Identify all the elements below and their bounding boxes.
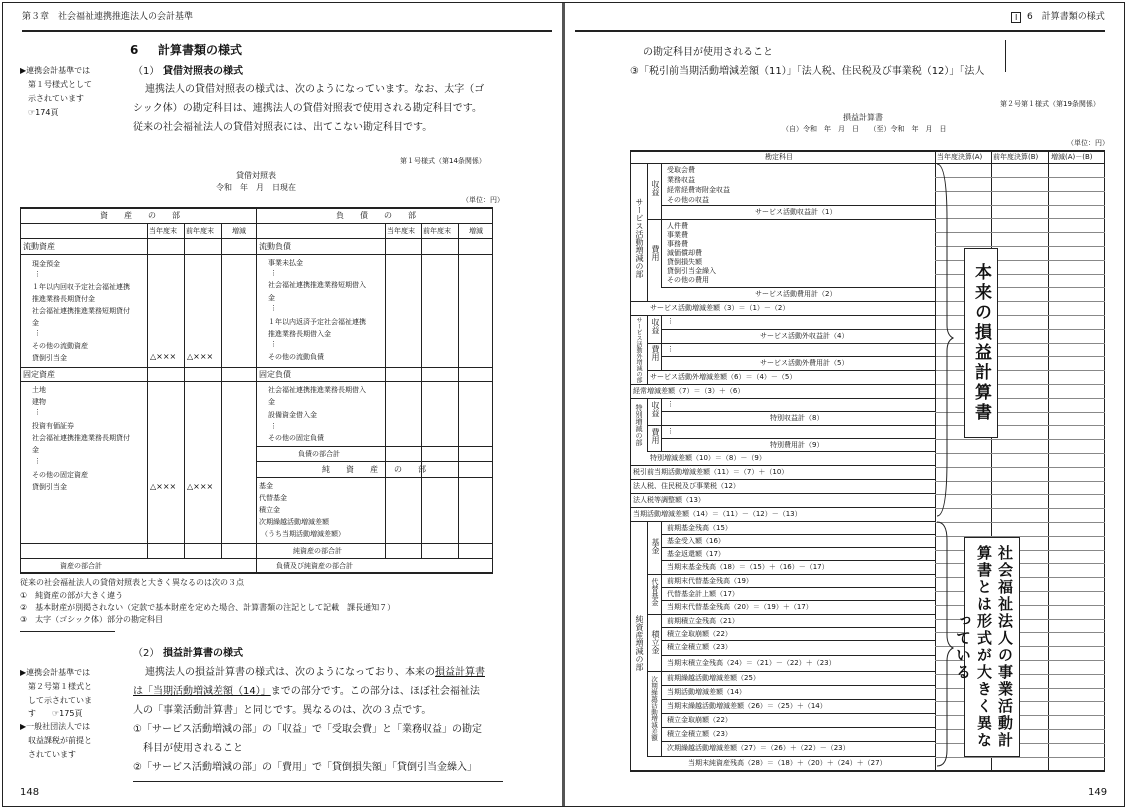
row-line <box>630 301 936 302</box>
value-grid-line <box>935 412 1105 413</box>
bs-item: 積立金 <box>259 506 280 514</box>
pl-item: 前期繰越活動増減差額（25） <box>667 674 760 682</box>
subsection-1-title: 貸借対照表の様式 <box>163 66 243 77</box>
book-gutter <box>562 3 565 806</box>
ellipsis: ⋮ <box>667 345 674 353</box>
table-row-line <box>256 446 493 447</box>
bs-value: △××× <box>150 482 177 491</box>
body-paragraph-line: シック体）の勘定科目は、連携法人の貸借対照表で使用される勘定科目です。 <box>133 103 482 114</box>
value-grid-line <box>935 577 1105 578</box>
bs-item: ⋮ <box>34 408 41 416</box>
section-column-line <box>647 315 648 385</box>
pl-total-line: 当期活動増減差額（14）＝（11）－（12）－（13） <box>633 510 802 518</box>
body-paragraph-line: 人の「事業活動計算書」と同じです。異なるのは、次の３点です。 <box>133 705 432 716</box>
column-header: 当年度末 <box>387 227 415 235</box>
pl-difference: 経常増減差額（7）＝（3）＋（6） <box>633 387 745 395</box>
pl-item: その他の費用 <box>667 276 709 284</box>
table-column-line <box>1048 150 1049 771</box>
bs-value: △××× <box>187 352 214 361</box>
pl-item: 積立金積立額（23） <box>667 730 732 738</box>
sidenote-line: 示されています <box>28 94 84 103</box>
header-mark-icon: Ⅰ <box>1011 12 1021 23</box>
bs-item: その他の固定負債 <box>268 434 324 442</box>
body-list-item: ①「サービス活動増減の部」の「収益」で「受取会費」と「業務収益」の勘定 <box>133 724 482 735</box>
pl-item: 当期末繰越活動増減差額（26）＝（25）＋（14） <box>667 702 827 710</box>
bs-item: 社会福祉連携推進業務長期借入 <box>268 386 366 394</box>
note-item: ① 純資産の部が大きく違う <box>20 591 124 600</box>
body-paragraph-line: 連携法人の貸借対照表の様式は、次のようになっています。なお、太字（ゴ <box>145 84 485 95</box>
pl-item: 積立金積立額（23） <box>667 643 732 651</box>
section-label-net-assets: 純資産増減の部 <box>635 615 644 671</box>
table-column-line <box>458 223 459 559</box>
row-line <box>630 384 936 385</box>
value-grid-line <box>935 287 1105 288</box>
table-row-line <box>20 254 493 255</box>
notes-title: 従来の社会福祉法人の貸借対照表と大きく異なるのは次の３点 <box>20 578 244 587</box>
ellipsis: ⋮ <box>667 427 674 435</box>
row-line <box>661 727 936 728</box>
value-grid-line <box>935 329 1105 330</box>
table-column-line <box>385 223 386 559</box>
balance-sheet-date: 令和 年 月 日現在 <box>216 183 296 192</box>
row-line <box>661 713 936 714</box>
sidenote-line: 第１号様式として <box>28 80 92 89</box>
section-label-nonservice: サービス活動外増減の部 <box>635 317 642 383</box>
bs-item: ⋮ <box>34 270 41 278</box>
bs-item: 基金 <box>259 482 273 490</box>
value-grid-line <box>935 177 1105 178</box>
pl-item: 減価償却費 <box>667 249 702 257</box>
fixed-liabilities-heading: 固定負債 <box>259 370 291 379</box>
bs-item: 金 <box>268 398 275 406</box>
bs-item: 現金預金 <box>32 260 60 268</box>
table-column-line <box>421 223 422 559</box>
pl-item: 貸倒引当金繰入 <box>667 267 716 275</box>
subsection-label-expense: 費用 <box>651 428 660 444</box>
section-label-special: 特別増減の部 <box>635 404 643 446</box>
row-line <box>661 655 936 656</box>
fixed-assets-heading: 固定資産 <box>23 370 55 379</box>
bs-item: ⋮ <box>270 269 277 277</box>
table-column-line <box>184 223 185 559</box>
value-grid-line <box>935 246 1105 247</box>
pl-difference: 特別増減差額（10）＝（8）－（9） <box>650 454 766 462</box>
chapter-header: 第３章 社会福祉連携推進法人の会計基準 <box>22 12 194 22</box>
pl-item: 次期繰越活動増減差額（27）＝（26）＋（22）－（23） <box>667 744 850 752</box>
pl-item: 業務収益 <box>667 176 695 184</box>
table-row-line <box>20 238 493 239</box>
pl-item: 当期末積立金残高（24）＝（21）－（22）＋（23） <box>667 659 836 667</box>
row-line <box>647 370 936 371</box>
bs-item: その他の流動資産 <box>32 342 88 350</box>
bs-item: 代替基金 <box>259 494 287 502</box>
body-text-underlined: は「当期活動増減差額（14）」 <box>133 686 271 697</box>
table-border-left <box>20 207 21 573</box>
bs-item: その他の固定資産 <box>32 471 88 479</box>
bs-item: ⋮ <box>270 340 277 348</box>
value-grid-line <box>935 757 1105 758</box>
liabilities-section-header: 負 債 の 部 <box>336 211 416 220</box>
table-row-line <box>20 558 493 559</box>
subsection-1-label: （1） <box>133 66 160 77</box>
body-paragraph-line: 従来の社会福祉法人の貸借対照表には、出てこない勘定科目です。 <box>133 122 433 133</box>
row-line <box>630 465 936 466</box>
value-grid-line <box>935 301 1105 302</box>
net-assets-section-header: 純 資 産 の 部 <box>322 465 426 474</box>
row-line <box>647 219 936 220</box>
table-row-line <box>20 367 493 368</box>
row-line <box>630 507 936 508</box>
pl-item: 代替基金計上額（17） <box>667 590 739 598</box>
subsection-label-revenue: 収益 <box>651 180 660 196</box>
body-rule <box>133 781 503 782</box>
pl-item: 貸倒損失額 <box>667 258 702 266</box>
bracket-upper <box>937 164 953 516</box>
row-line <box>661 534 936 535</box>
bs-item: 社会福祉連携推進業務短期借入 <box>268 281 366 289</box>
value-grid-line <box>935 274 1105 275</box>
column-header: 増減(A)－(B) <box>1051 153 1093 161</box>
row-line <box>630 315 936 316</box>
column-header: 増減 <box>232 227 246 235</box>
callout-brackets <box>935 160 955 770</box>
value-grid-line <box>935 218 1105 219</box>
pl-subtotal: サービス活動収益計（1） <box>755 208 837 216</box>
ellipsis: ⋮ <box>667 400 674 408</box>
value-grid-line <box>935 232 1105 233</box>
bs-item: 推進業務長期借入金 <box>268 330 331 338</box>
pl-item: 当期末代替基金残高（20）＝（19）＋（17） <box>667 603 813 611</box>
pl-subtotal: 特別費用計（9） <box>770 441 824 449</box>
liabilities-total: 負債の部合計 <box>298 450 340 458</box>
row-line <box>661 640 936 641</box>
pl-item: 基金受入額（16） <box>667 537 725 545</box>
unit-label: （単位：円） <box>1067 139 1109 147</box>
page-number-right: 149 <box>1088 787 1108 798</box>
row-line <box>661 329 936 330</box>
pl-total-line: 法人税、住民税及び事業税（12） <box>633 482 740 490</box>
bs-item: 建物 <box>32 398 46 406</box>
bs-item: 金 <box>32 319 39 327</box>
value-grid-line <box>935 260 1105 261</box>
row-line <box>661 205 936 206</box>
row-line <box>647 574 936 575</box>
subsection-label-revenue: 収益 <box>651 318 660 334</box>
subsection-label-expense: 費用 <box>651 245 660 261</box>
table-row-line <box>20 223 493 224</box>
value-grid-line <box>935 715 1105 716</box>
table-row-line <box>256 461 493 462</box>
assets-section-header: 資 産 の 部 <box>100 211 180 220</box>
sidenote-line: ▶一般社団法人では <box>20 722 91 731</box>
bs-item: 社会福祉連携推進業務長期貸付 <box>32 434 130 442</box>
bs-item: １年以内回収予定社会福祉連携 <box>32 283 130 291</box>
pl-item: 基金返還額（17） <box>667 550 725 558</box>
pl-item: 経常経費寄附金収益 <box>667 186 730 194</box>
row-line <box>661 699 936 700</box>
table-row-line <box>20 543 493 544</box>
value-grid-line <box>935 494 1105 495</box>
value-grid-line <box>935 205 1105 206</box>
value-grid-line <box>935 743 1105 744</box>
subsection-label-fund: 基金 <box>651 538 660 554</box>
note-item: ③ 太字（ゴシック体）部分の勘定科目 <box>20 615 164 624</box>
column-header: 前年度末 <box>423 227 451 235</box>
note-item: ② 基本財産が別掲されない（定款で基本財産を定めた場合、計算書類の注記として記載 課長通知７） <box>20 603 396 612</box>
column-header: 勘定科目 <box>765 153 793 161</box>
table-column-line <box>147 223 148 559</box>
section-header: 6 計算書類の様式 <box>1027 12 1105 22</box>
body-text: 連携法人の損益計算書の様式は、次のようになっており、本来の <box>145 667 435 678</box>
table-border-top <box>630 150 1105 152</box>
row-line <box>661 741 936 742</box>
value-grid-line <box>935 550 1105 551</box>
subsection-column-line <box>661 163 662 287</box>
bs-item: 推進業務長期貸付金 <box>32 295 95 303</box>
header-rule <box>575 30 1105 32</box>
row-line <box>661 600 936 601</box>
margin-rule <box>1005 40 1006 72</box>
net-assets-total: 純資産の部合計 <box>293 547 342 555</box>
pl-item: 人件費 <box>667 222 688 230</box>
value-grid-line <box>935 563 1105 564</box>
sidenote-line: 第２号第１様式と <box>28 682 92 691</box>
table-row-line <box>256 477 493 478</box>
column-header: 当年度末 <box>149 227 177 235</box>
sidenote-line: して示されていま <box>28 696 92 705</box>
section-label-service: サービス活動増減の部 <box>635 198 644 278</box>
row-line <box>661 411 936 412</box>
pl-subtotal: サービス活動費用計（2） <box>755 290 837 298</box>
row-line <box>647 451 936 452</box>
bs-item: 貸倒引当金 <box>32 483 67 491</box>
bs-item: ⋮ <box>270 304 277 312</box>
bracket-lower <box>937 522 953 766</box>
pl-item: 前期末代替基金残高（19） <box>667 577 753 585</box>
subsection-2-label: （2） <box>133 648 160 659</box>
section-number: 6 <box>130 43 139 57</box>
table-header-line <box>630 163 1105 164</box>
column-header: 当年度決算(A) <box>937 153 983 161</box>
row-line <box>630 493 936 494</box>
bs-item: （うち当期活動増減差額） <box>261 530 345 538</box>
pl-item: 前期積立金残高（21） <box>667 617 739 625</box>
bs-item: その他の流動負債 <box>268 353 324 361</box>
body-continued-line: ③「税引前当期活動増減差額（11）」「法人税、住民税及び事業税（12）」「法人 <box>630 66 985 77</box>
pl-subtotal: 特別収益計（8） <box>770 414 824 422</box>
column-header: 増減 <box>469 227 483 235</box>
bs-value: △××× <box>187 482 214 491</box>
pl-item: 積立金取崩額（22） <box>667 630 732 638</box>
row-line <box>630 479 936 480</box>
callout-original-pl: 本来の損益計算書 <box>964 248 998 438</box>
bs-item: 金 <box>268 294 275 302</box>
section-column-line <box>647 163 648 301</box>
bs-item: 投資有価証券 <box>32 422 74 430</box>
bs-item: 次期繰越活動増減差額 <box>259 518 329 526</box>
row-line <box>647 343 936 344</box>
bs-item: 金 <box>32 446 39 454</box>
form-label: 第２号第１様式（第19条関係） <box>1000 100 1100 108</box>
row-line <box>647 614 936 615</box>
value-grid-line <box>935 439 1105 440</box>
bs-item: ⋮ <box>34 329 41 337</box>
pl-final-total: 当期末純資産残高（28）＝（18）＋（20）＋（24）＋（27） <box>688 759 887 767</box>
row-line <box>661 547 936 548</box>
pl-item: 受取会費 <box>667 166 695 174</box>
unit-label: （単位：円） <box>462 196 504 204</box>
bs-value: △××× <box>150 352 177 361</box>
table-divider-middle <box>256 207 257 573</box>
value-grid-line <box>935 508 1105 509</box>
table-border-right <box>492 207 493 573</box>
body-list-item: ②「サービス活動増減の部」の「費用」で「貸倒損失額」「貸倒引当金繰入」 <box>133 762 477 773</box>
subsection-label-reserve: 積立金 <box>651 630 660 654</box>
subsection-column-line <box>661 521 662 757</box>
pl-title: 損益計算書 <box>843 113 883 122</box>
value-grid-line <box>935 688 1105 689</box>
sidenote-line: ▶連携会計基準では <box>20 66 91 75</box>
notes-rule <box>20 631 115 632</box>
section-column-line <box>647 521 648 757</box>
bs-item: 設備資金借入金 <box>268 411 317 419</box>
value-grid-line <box>935 605 1105 606</box>
row-line <box>647 425 936 426</box>
table-column-line <box>221 223 222 559</box>
value-grid-line <box>935 729 1105 730</box>
value-grid-line <box>935 467 1105 468</box>
table-row-line <box>20 381 493 382</box>
pl-subtotal: サービス活動外収益計（4） <box>760 332 849 340</box>
pl-subtotal: サービス活動外費用計（5） <box>760 359 849 367</box>
pl-item: 当期末基金残高（18）＝（15）＋（16）－（17） <box>667 563 829 571</box>
pl-item: 事務費 <box>667 240 688 248</box>
table-border-right <box>1104 150 1105 771</box>
bs-item: 貸倒引当金 <box>32 354 67 362</box>
bs-item: ⋮ <box>270 422 277 430</box>
value-grid-line <box>935 701 1105 702</box>
body-text-underlined: 損益計算書 <box>435 667 485 678</box>
row-line <box>661 438 936 439</box>
sidenote-reference: ☞174頁 <box>28 108 59 117</box>
row-line <box>630 398 936 399</box>
assets-total: 資産の部合計 <box>60 562 102 570</box>
pl-total-line: 税引前当期活動増減差額（11）＝（7）＋（10） <box>633 468 789 476</box>
pl-item: 事業費 <box>667 231 688 239</box>
row-line <box>661 560 936 561</box>
current-assets-heading: 流動資産 <box>23 242 55 251</box>
callout-format-difference: 社会福祉法人の事業活動計算書とは形式が大きく異なっている <box>964 537 1020 757</box>
value-grid-line <box>935 191 1105 192</box>
sidenote-line: されています <box>28 750 76 759</box>
bs-item: 社会福祉連携推進業務短期貸付 <box>32 307 130 315</box>
value-grid-line <box>935 522 1105 523</box>
pl-item: その他の収益 <box>667 196 709 204</box>
row-line <box>647 671 936 672</box>
table-border-bottom <box>630 770 1105 772</box>
body-list-item: 科目が使用されること <box>133 743 243 754</box>
value-grid-line <box>935 370 1105 371</box>
subsection-label-expense: 費用 <box>651 345 660 361</box>
bs-item: ⋮ <box>34 457 41 465</box>
bs-item: １年以内返済予定社会福祉連携 <box>268 318 366 326</box>
body-continued-line: の勘定科目が使用されること <box>643 47 773 58</box>
form-label: 第１号様式（第14条関係） <box>400 157 486 165</box>
pl-item: 当期活動増減差額（14） <box>667 688 746 696</box>
value-grid-line <box>935 481 1105 482</box>
value-grid-line <box>935 591 1105 592</box>
row-line <box>661 287 936 288</box>
body-paragraph-line <box>133 686 480 698</box>
row-line <box>661 587 936 588</box>
value-grid-line <box>935 453 1105 454</box>
table-border-left <box>630 150 631 771</box>
row-line <box>647 756 936 757</box>
column-header: 前年度決算(B) <box>993 153 1039 161</box>
page-number-left: 148 <box>20 787 40 798</box>
column-header: 前年度末 <box>186 227 214 235</box>
subsection-label-carryover: 次期繰越活動増減差額 <box>650 676 658 741</box>
row-line <box>630 521 936 522</box>
subsection-label-revenue: 収益 <box>651 401 660 417</box>
value-grid-line <box>935 356 1105 357</box>
value-grid-line <box>935 398 1105 399</box>
subsection-2-title: 損益計算書の様式 <box>163 648 243 659</box>
sidenote-line: ▶連携会計基準では <box>20 668 91 677</box>
value-grid-line <box>935 343 1105 344</box>
pl-item: 積立金取崩額（22） <box>667 716 732 724</box>
value-grid-line <box>935 315 1105 316</box>
body-text: までの部分です。この部分は、ほぼ社会福祉法 <box>270 686 480 697</box>
value-grid-line <box>935 425 1105 426</box>
pl-item: 前期基金残高（15） <box>667 524 732 532</box>
row-line <box>661 627 936 628</box>
value-grid-line <box>935 536 1105 537</box>
pl-total-line: 法人税等調整額（13） <box>633 496 705 504</box>
section-title: 計算書類の様式 <box>158 43 243 57</box>
pl-difference: サービス活動増減差額（3）＝（1）－（2） <box>650 304 790 312</box>
row-line <box>661 356 936 357</box>
row-line <box>661 685 936 686</box>
liabilities-net-assets-total: 負債及び純資産の部合計 <box>276 562 353 570</box>
pl-period: （自）令和 年 月 日 （至）令和 年 月 日 <box>782 125 947 133</box>
bs-item: 事業未払金 <box>268 259 303 267</box>
header-rule <box>22 30 552 32</box>
ellipsis: ⋮ <box>667 317 674 325</box>
body-paragraph-line <box>145 667 485 679</box>
current-liabilities-heading: 流動負債 <box>259 242 291 251</box>
sidenote-line: 収益課税が前提と <box>28 736 92 745</box>
sidenote-reference: す ☞175頁 <box>28 709 83 718</box>
subsection-label-alt-fund: 代替基金 <box>651 578 659 606</box>
bs-item: 土地 <box>32 386 46 394</box>
pl-difference: サービス活動外増減差額（6）＝（4）－（5） <box>650 373 797 381</box>
balance-sheet-title: 貸借対照表 <box>236 171 276 180</box>
value-grid-line <box>935 384 1105 385</box>
